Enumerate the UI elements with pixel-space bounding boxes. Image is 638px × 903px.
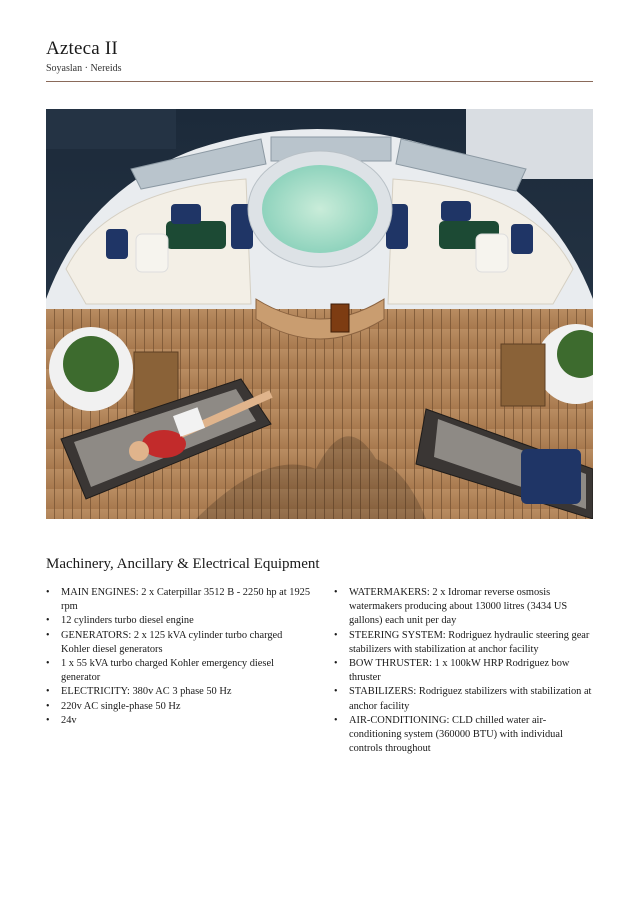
list-item: • 220v AC single-phase 50 Hz [46,700,181,712]
list-item: • BOW THRUSTER: 1 x 100kW HRP Rodriguez bow thruster [334,658,570,684]
list-item: • STABILIZERS: Rodriguez stabilizers with stabilization at anchor facility [334,686,592,712]
list-item: • 24v [46,714,77,726]
list-item: • MAIN ENGINES: 2 x Caterpillar 3512 B - 2250 hp at 1925 rpm [46,587,311,613]
list-item: • ELECTRICITY: 380v AC 3 phase 50 Hz [46,686,232,698]
machinery-list-right [334,586,592,756]
page-title: Azteca II [46,38,118,59]
header-divider [46,81,593,82]
list-item: • GENERATORS: 2 x 125 kVA cylinder turbo charged Kohler diesel generators [46,629,283,655]
list-item: • 12 cylinders turbo diesel engine [46,615,194,627]
list-item: • STEERING SYSTEM: Rodriguez hydraulic steering gear stabilizers with stabilization at anchor facility [334,629,590,655]
machinery-list-left [46,586,311,728]
list-item: • AIR-CONDITIONING: CLD chilled water air-conditioning system (360000 BTU) with individual controls throughout [334,714,563,755]
list-item: • 1 x 55 kVA turbo charged Kohler emergency diesel generator [46,658,274,684]
yacht-deck-photo [46,109,593,519]
list-item: • WATERMAKERS: 2 x Idromar reverse osmosis watermakers producing about 13000 litres (3434 US gallons) each unit per day [334,587,568,627]
section-heading: Machinery, Ancillary & Electrical Equipment [46,556,320,572]
page-subtitle: Soyaslan · Nereids [46,63,122,74]
